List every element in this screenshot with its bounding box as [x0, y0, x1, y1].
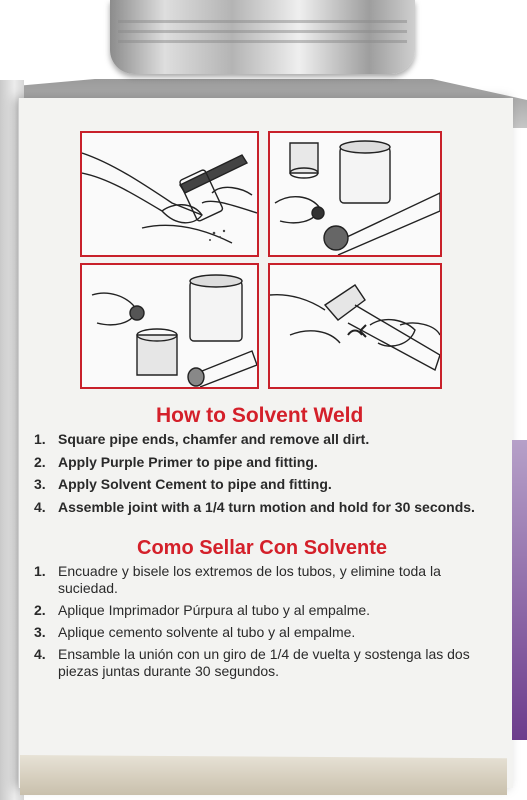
filing-pipe-icon: [82, 133, 257, 255]
instructions-english: [34, 431, 504, 521]
lid-ridge: [118, 30, 407, 33]
step-number: 3.: [34, 624, 46, 640]
instructions-spanish: [34, 563, 504, 685]
illustration-assemble-joint: [268, 263, 442, 389]
box-right-edge-purple: [512, 440, 527, 740]
step-text: Apply Solvent Cement to pipe and fitting.: [58, 476, 332, 492]
step-number: 3.: [34, 476, 46, 492]
step-text: Aplique Imprimador Púrpura al tubo y al empalme.: [58, 602, 371, 618]
lid-ridge: [118, 20, 407, 23]
can-lid: [110, 0, 415, 74]
heading-como-sellar: Como Sellar Con Solvente: [137, 537, 388, 559]
step-text: Square pipe ends, chamfer and remove all dirt.: [58, 431, 370, 447]
list-item: [34, 646, 504, 680]
list-item: [34, 499, 504, 516]
step-number: 4.: [34, 646, 46, 662]
step-number: 4.: [34, 498, 46, 515]
step-text: Ensamble la unión con un giro de 1/4 de vuelta y sostenga las dos piezas juntas durante 30 segundos.: [58, 646, 470, 679]
step-text: Aplique cemento solvente al tubo y al empalme.: [58, 624, 356, 640]
step-number: 1.: [34, 563, 46, 579]
illustration-apply-primer: [268, 131, 442, 257]
list-item: [34, 431, 504, 448]
step-text: Apply Purple Primer to pipe and fitting.: [58, 453, 318, 470]
box-bottom-wear: [20, 755, 507, 795]
list-item: [34, 563, 504, 597]
step-number: 2.: [34, 602, 46, 618]
heading-how-to-solvent-weld: How to Solvent Weld: [156, 404, 364, 427]
step-number: 2.: [34, 453, 46, 470]
step-number: 1.: [34, 431, 46, 447]
step-text: Encuadre y bisele los extremos de los tubos, y elimine toda la suciedad.: [58, 563, 441, 596]
illustration-square-pipe: [80, 131, 259, 257]
list-item: [34, 624, 504, 641]
list-item: [34, 602, 504, 619]
primer-applying-icon: [270, 133, 440, 255]
assemble-joint-icon: [270, 265, 440, 387]
lid-ridge: [118, 40, 407, 43]
step-text: Assemble joint with a 1/4 turn motion and hold for 30 seconds.: [58, 498, 475, 515]
list-item: [34, 476, 504, 493]
illustration-apply-cement: [80, 263, 259, 389]
list-item: [34, 454, 504, 471]
cement-applying-icon: [82, 265, 257, 387]
